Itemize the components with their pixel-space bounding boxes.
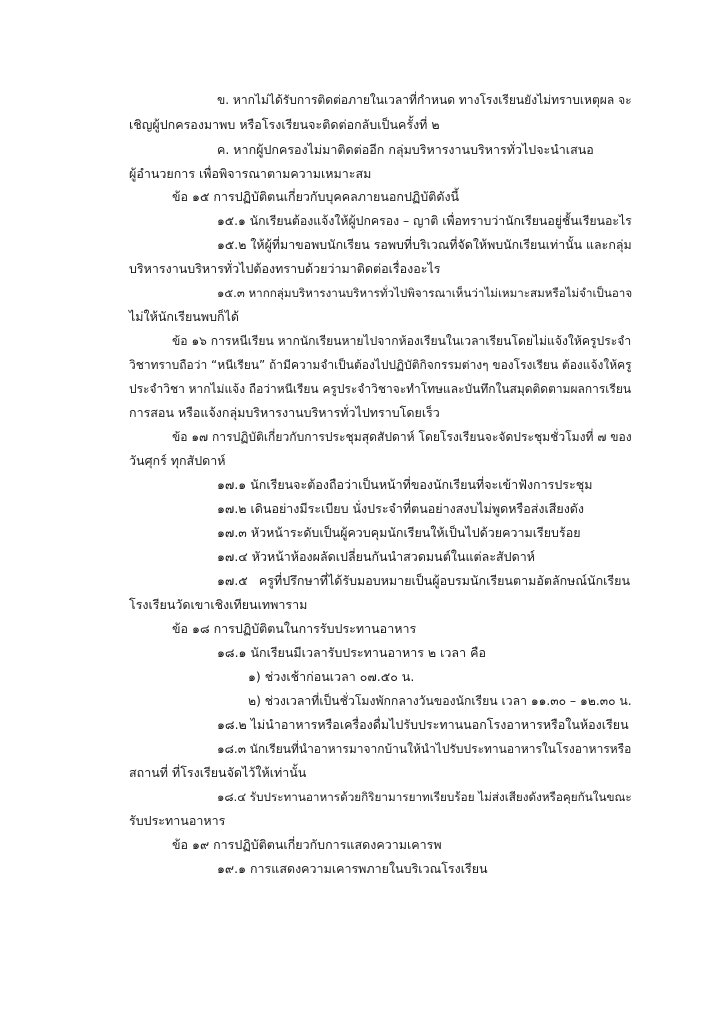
text-line-28: ๑๘.๓ นักเรียนที่นำอาหารมาจากบ้านให้นำไปรับประทานอาหารในโรงอาหารหรือ [217, 742, 632, 756]
text-line-17: ๑๗.๑ นักเรียนจะต้องถือว่าเป็นหน้าที่ของนักเรียนที่จะเข้าฟังการประชุม [217, 477, 593, 492]
text-line-7: ๑๕.๒ ให้ผู้ที่มาขอพบนักเรียน รอพบที่บริเวณที่จัดให้พบนักเรียนเท่านั้น และกลุ่ม [217, 237, 632, 252]
article-15-heading: ข้อ ๑๕ การปฏิบัติตนเกี่ยวกับบุคคลภายนอกปฏิบัติดังนี้ [172, 189, 460, 204]
text-line-10: ไม่ให้นักเรียนพบก็ได้ [129, 309, 239, 324]
text-line-1: ข. หากไม่ได้รับการติดต่อภายในเวลาที่กำหนด ทางโรงเรียนยังไม่ทราบเหตุผล จะ [217, 93, 632, 107]
text-line-4: ผู้อำนวยการ เพื่อพิจารณาตามความเหมาะสม [129, 166, 372, 181]
text-line-14: การสอน หรือแจ้งกลุ่มบริหารงานบริหารทั่วไปทราบโดยเร็ว [129, 405, 440, 420]
text-line-6: ๑๕.๑ นักเรียนต้องแจ้งให้ผู้ปกครอง – ญาติ เพื่อทราบว่านักเรียนอยู่ชั้นเรียนอะไร [217, 214, 632, 228]
text-line-9: ๑๕.๓ หากกลุ่มบริหารงานบริหารทั่วไปพิจารณาเห็นว่าไม่เหมาะสมหรือไม่จำเป็นอาจ [217, 286, 633, 300]
article-17-heading: ข้อ ๑๗ การปฏิบัติเกี่ยวกับการประชุมสุดสัปดาห์ โดยโรงเรียนจะจัดประชุมชั่วโมงที่ ๗ ของ [172, 430, 632, 444]
text-line-8: บริหารงานบริหารทั่วไปต้องทราบด้วยว่ามาติดต่อเรื่องอะไร [129, 261, 441, 276]
text-line-25: ๑) ช่วงเช้าก่อนเวลา ๐๗.๕๐ น. [248, 669, 415, 684]
text-line-13: ประจำวิชา หากไม่แจ้ง ถือว่าหนีเรียน ครูประจำวิชาจะทำโทษและบันทึกในสมุดติดตามผลการเรียน [129, 382, 632, 396]
text-line-22: โรงเรียนวัดเขาเชิงเทียนเทพาราม [129, 597, 308, 612]
text-line-27: ๑๘.๒ ไม่นำอาหารหรือเครื่องดื่มไปรับประทานนอกโรงอาหารหรือในห้องเรียน [217, 717, 629, 732]
text-line-24: ๑๘.๑ นักเรียนมีเวลารับประทานอาหาร ๒ เวลา คือ [217, 645, 486, 660]
text-line-3: ค. หากผู้ปกครองไม่มาติดต่ออีก กลุ่มบริหารงานบริหารทั่วไปจะนำเสนอ [217, 142, 594, 157]
text-line-30: ๑๘.๔ รับประทานอาหารด้วยกิริยามารยาทเรียบร้อย ไม่ส่งเสียงดังหรือคุยกันในขณะ [217, 790, 632, 804]
text-line-19: ๑๗.๓ หัวหน้าระดับเป็นผู้ควบคุมนักเรียนให้เป็นไปด้วยความเรียบร้อย [217, 525, 581, 540]
text-line-18: ๑๗.๒ เดินอย่างมีระเบียบ นั่งประจำที่ตนอย่างสงบไม่พูดหรือส่งเสียงดัง [217, 501, 585, 516]
text-line-21: ๑๗.๕ ครูที่ปรึกษาที่ได้รับมอบหมายเป็นผู้อบรมนักเรียนตามอัตลักษณ์นักเรียน [217, 573, 630, 588]
text-line-16: วันศุกร์ ทุกสัปดาห์ [129, 453, 226, 468]
text-line-31: รับประทานอาหาร [129, 813, 226, 828]
article-19-heading: ข้อ ๑๙ การปฏิบัติตนเกี่ยวกับการแสดงความเคารพ [172, 837, 442, 852]
text-line-20: ๑๗.๔ หัวหน้าห้องผลัดเปลี่ยนกันนำสวดมนต์ในแต่ละสัปดาห์ [217, 549, 535, 564]
article-18-heading: ข้อ ๑๘ การปฏิบัติตนในการรับประทานอาหาร [172, 621, 417, 636]
text-line-33: ๑๙.๑ การแสดงความเคารพภายในบริเวณโรงเรียน [217, 861, 488, 876]
text-line-12: วิชาทราบถือว่า “หนีเรียน” ถ้ามีความจำเป็นต้องไปปฏิบัติกิจกรรมต่างๆ ของโรงเรียน ต้องแจ้งให้ครู [129, 358, 632, 372]
text-line-29: สถานที่ ที่โรงเรียนจัดไว้ให้เท่านั้น [129, 765, 307, 780]
text-line-26: ๒) ช่วงเวลาที่เป็นชั่วโมงพักกลางวันของนักเรียน เวลา ๑๑.๓๐ – ๑๒.๓๐ น. [248, 694, 632, 708]
text-line-2: เชิญผู้ปกครองมาพบ หรือโรงเรียนจะติดต่อกลับเป็นครั้งที่ ๒ [129, 117, 440, 132]
article-16-heading: ข้อ ๑๖ การหนีเรียน หากนักเรียนหายไปจากห้องเรียนในเวลาเรียนโดยไม่แจ้งให้ครูประจำ [172, 334, 632, 348]
